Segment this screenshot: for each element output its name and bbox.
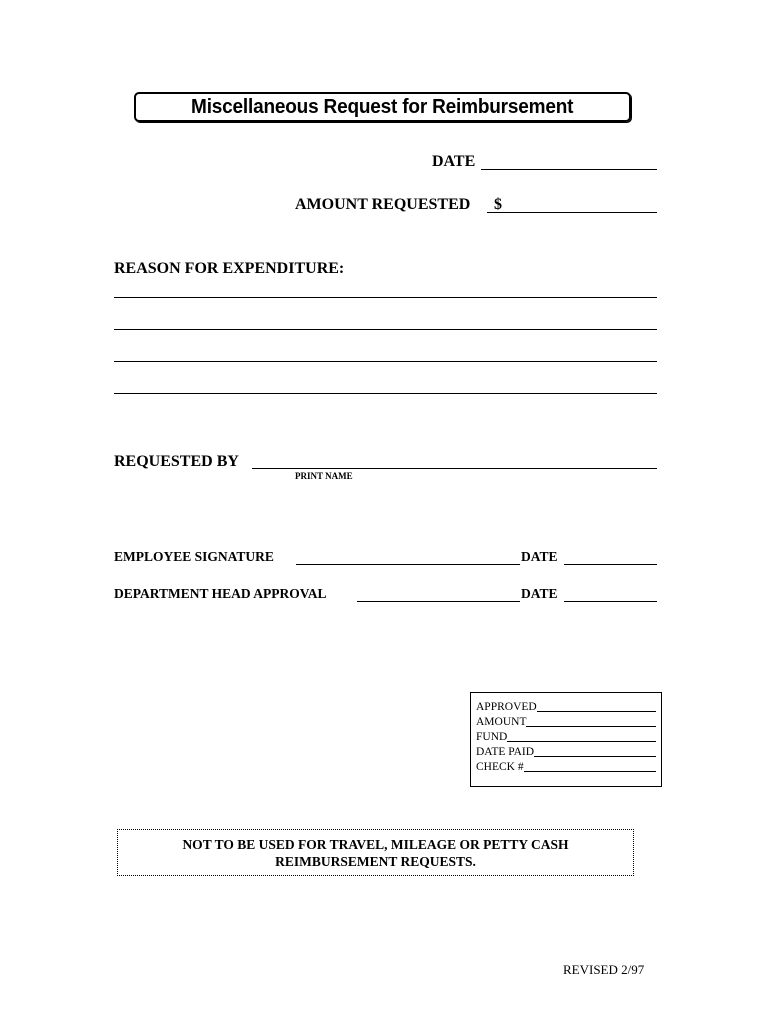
employee-signature-field[interactable] xyxy=(296,564,520,565)
check-number-field[interactable] xyxy=(524,771,656,772)
office-row-amount xyxy=(476,714,656,729)
requested-by-label: REQUESTED BY xyxy=(114,453,239,470)
fund-field[interactable] xyxy=(507,741,656,742)
office-row-check xyxy=(476,759,656,774)
employee-signature-label: EMPLOYEE SIGNATURE xyxy=(114,549,274,564)
office-row-label: CHECK # xyxy=(476,761,524,773)
dept-date-label: DATE xyxy=(521,586,558,601)
dept-head-approval-label: DEPARTMENT HEAD APPROVAL xyxy=(114,586,327,601)
date-paid-field[interactable] xyxy=(534,756,656,757)
amount-requested-field[interactable] xyxy=(487,212,657,213)
print-name-caption: PRINT NAME xyxy=(295,471,353,481)
notice-line-1: NOT TO BE USED FOR TRAVEL, MILEAGE OR PETTY CASH xyxy=(182,837,569,852)
office-row-fund xyxy=(476,729,656,744)
amount-currency-symbol: $ xyxy=(494,196,502,213)
reason-line-4[interactable] xyxy=(114,393,657,394)
reason-line-1[interactable] xyxy=(114,297,657,298)
notice-line-2: REIMBURSEMENT REQUESTS. xyxy=(275,854,476,869)
reason-line-3[interactable] xyxy=(114,361,657,362)
form-title: Miscellaneous Request for Reimbursement xyxy=(191,95,574,118)
reason-label: REASON FOR EXPENDITURE: xyxy=(114,260,345,277)
employee-date-field[interactable] xyxy=(564,564,657,565)
office-row-date-paid xyxy=(476,744,656,759)
notice-box xyxy=(117,829,634,876)
office-row-label: APPROVED xyxy=(476,701,537,713)
date-field[interactable] xyxy=(481,169,657,170)
office-row-label: FUND xyxy=(476,731,508,743)
amount-requested-label: AMOUNT REQUESTED xyxy=(295,196,471,213)
reason-line-2[interactable] xyxy=(114,329,657,330)
office-row-label: AMOUNT xyxy=(476,716,527,728)
amount-field[interactable] xyxy=(526,726,656,727)
revised-date: REVISED 2/97 xyxy=(563,962,645,977)
form-title-box xyxy=(134,92,631,122)
approved-field[interactable] xyxy=(537,711,656,712)
office-use-box xyxy=(470,692,662,787)
date-label: DATE xyxy=(432,153,476,170)
office-row-label: DATE PAID xyxy=(476,746,535,758)
employee-date-label: DATE xyxy=(521,549,558,564)
office-row-approved xyxy=(476,699,656,714)
requested-by-field[interactable] xyxy=(252,468,657,469)
dept-head-approval-field[interactable] xyxy=(357,601,520,602)
dept-date-field[interactable] xyxy=(564,601,657,602)
